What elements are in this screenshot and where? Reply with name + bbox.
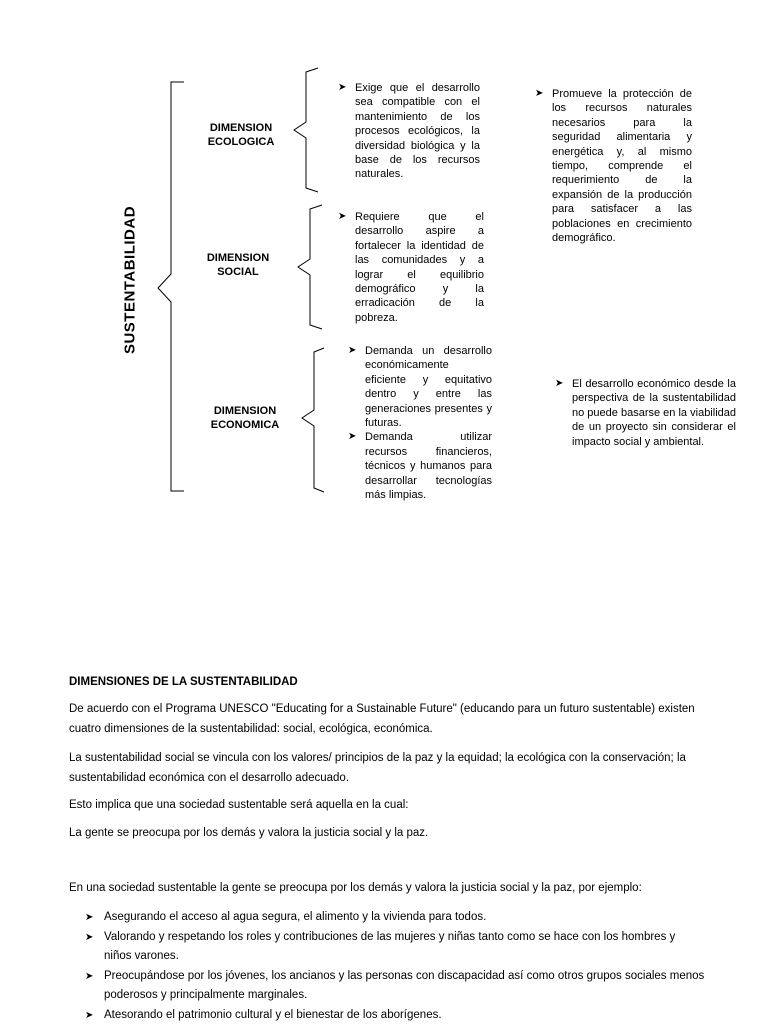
dimension-ecologica-label: DIMENSION ECOLOGICA xyxy=(200,121,282,149)
list-item: ➤ Asegurando el acceso al agua segura, el alimento y la vivienda para todos. xyxy=(85,908,705,928)
arrow-bullet-icon: ➤ xyxy=(85,928,93,948)
social-brace xyxy=(298,205,322,329)
dimension-social-label: DIMENSION SOCIAL xyxy=(197,251,279,279)
list-item: ➤ Requiere que el desarrollo aspire a fortalecer la identidad de las comunidades y a lograr el equilibrio demográfico y la erradicación de la pobreza. xyxy=(338,210,484,325)
ecologica-brace xyxy=(294,68,318,192)
dimension-economica-label: DIMENSION ECONOMICA xyxy=(204,404,286,432)
list-item: ➤ Demanda utilizar recursos financieros, técnicos y humanos para desarrollar tecnologías más limpias. xyxy=(348,430,492,502)
sustentabilidad-label: SUSTENTABILIDAD xyxy=(122,206,139,354)
arrow-bullet-icon: ➤ xyxy=(348,430,356,444)
list-item: ➤ Exige que el desarrollo sea compatible con el mantenimiento de los procesos ecológicos, la diversidad biológica y la base de los recursos naturales. xyxy=(338,81,480,182)
doc-paragraph-2: La sustentabilidad social se vincula con los valores/ principios de la paz y la equidad; la ecológica con la conservación; la sustentabilidad económica con el desarrollo adecuado. xyxy=(69,749,701,788)
list-item: ➤ Promueve la protección de los recursos naturales necesarios para la seguridad alimentaria y energética y, al mismo tiempo, comprende el requerimiento de la expansión de la producción para satisfacer a las poblaciones en crecimiento demográfico. xyxy=(535,87,692,245)
economica-bullets xyxy=(348,344,492,502)
arrow-bullet-icon: ➤ xyxy=(85,967,93,987)
doc-paragraph-5: En una sociedad sustentable la gente se preocupa por los demás y valora la justicia social y la paz, por ejemplo: xyxy=(69,879,701,899)
doc-paragraph-4: La gente se preocupa por los demás y valora la justicia social y la paz. xyxy=(69,824,701,844)
arrow-bullet-icon: ➤ xyxy=(338,210,346,224)
list-item: ➤ Preocupándose por los jóvenes, los ancianos y las personas con discapacidad así como otros grupos sociales menos poderosos y principalmente marginales. xyxy=(85,967,705,1006)
arrow-bullet-icon: ➤ xyxy=(85,908,93,928)
doc-paragraph-3: Esto implica que una sociedad sustentable será aquella en la cual: xyxy=(69,796,701,816)
doc-heading: DIMENSIONES DE LA SUSTENTABILIDAD xyxy=(69,673,701,693)
economica-side-note xyxy=(555,377,736,449)
list-item: ➤ El desarrollo económico desde la perspectiva de la sustentabilidad no puede basarse en la viabilidad de un proyecto sin considerar el impacto social y ambiental. xyxy=(555,377,736,449)
arrow-bullet-icon: ➤ xyxy=(555,377,563,391)
ecologica-bullets xyxy=(338,81,480,182)
ecologica-side-note xyxy=(535,87,692,245)
main-brace xyxy=(158,82,184,491)
list-item: ➤ Demanda un desarrollo económicamente eficiente y equitativo dentro y entre las generaciones presentes y futuras. xyxy=(348,344,492,430)
doc-example-list xyxy=(85,908,705,1025)
social-bullets xyxy=(338,210,484,325)
arrow-bullet-icon: ➤ xyxy=(85,1006,93,1025)
arrow-bullet-icon: ➤ xyxy=(535,87,543,101)
list-item: ➤ Atesorando el patrimonio cultural y el bienestar de los aborígenes. xyxy=(85,1006,705,1025)
economica-brace xyxy=(302,348,324,492)
arrow-bullet-icon: ➤ xyxy=(338,81,346,95)
doc-paragraph-1: De acuerdo con el Programa UNESCO "Educating for a Sustainable Future" (educando para un futuro sustentable) existen cuatro dimensiones de la sustentabilidad: social, ecológica, económica. xyxy=(69,700,701,739)
arrow-bullet-icon: ➤ xyxy=(348,344,356,358)
list-item: ➤ Valorando y respetando los roles y contribuciones de las mujeres y niñas tanto como se hace con los hombres y niños varones. xyxy=(85,928,705,967)
